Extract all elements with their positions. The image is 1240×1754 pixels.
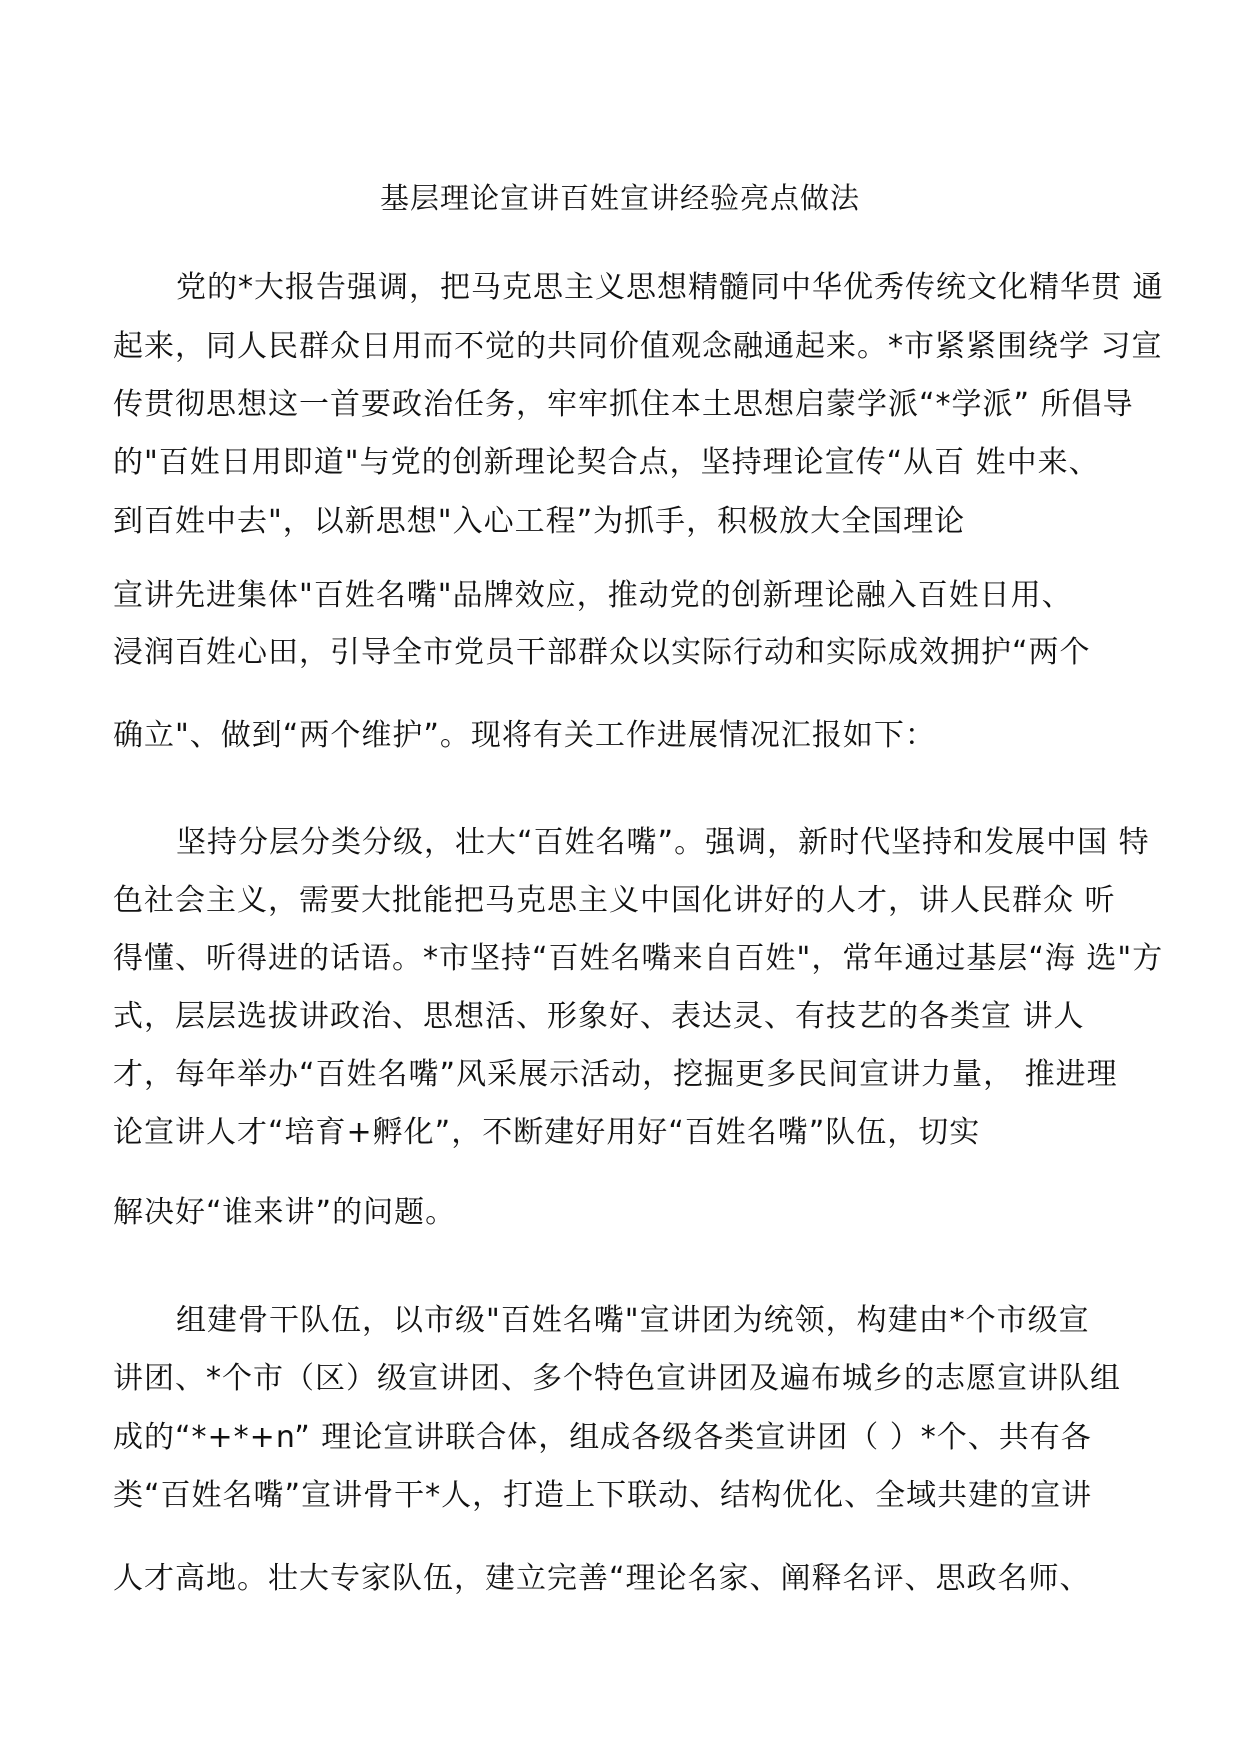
paragraph-1-line-6: 宣讲先进集体"百姓名嘴"品牌效应，推动党的创新理论融入百姓日用、	[113, 578, 1073, 613]
paragraph-2-line-6: 论宣讲人才“培育+孵化”，不断建好用好“百姓名嘴”队伍，切实	[113, 1115, 981, 1150]
paragraph-3-line-4: 类“百姓名嘴”宣讲骨干*人，打造上下联动、结构优化、全域共建的宣讲	[113, 1478, 1093, 1513]
paragraph-2-line-4: 式，层层选拔讲政治、思想活、形象好、表达灵、有技艺的各类宣 讲人	[113, 999, 1085, 1034]
paragraph-3-line-2: 讲团、*个市（区）级宣讲团、多个特色宣讲团及遍布城乡的志愿宣讲队组	[113, 1361, 1121, 1396]
paragraph-1-line-2: 起来，同人民群众日用而不觉的共同价值观念融通起来。*市紧紧围绕学 习宣	[113, 329, 1163, 364]
paragraph-3-line-5: 人才高地。壮大专家队伍，建立完善“理论名家、阐释名评、思政名师、	[113, 1561, 1091, 1596]
paragraph-2-line-5: 才，每年举办“百姓名嘴”风采展示活动，挖掘更多民间宣讲力量， 推进理	[113, 1057, 1118, 1092]
paragraph-1-line-4: 的"百姓日用即道"与党的创新理论契合点，坚持理论宣传“从百 姓中来、	[113, 445, 1100, 480]
document-title: 基层理论宣讲百姓宣讲经验亮点做法	[379, 181, 860, 215]
paragraph-2-line-3: 得懂、听得进的话语。*市坚持“百姓名嘴来自百姓"，常年通过基层“海 选"方	[113, 941, 1164, 976]
paragraph-1-line-5: 到百姓中去"，以新思想"入心工程”为抓手，积极放大全国理论	[113, 504, 966, 539]
paragraph-3-line-3: 成的“*+*+n” 理论宣讲联合体，组成各级各类宣讲团（ ）*个、共有各	[113, 1420, 1092, 1455]
paragraph-1-line-7: 浸润百姓心田，引导全市党员干部群众以实际行动和实际成效拥护“两个	[113, 635, 1091, 670]
paragraph-1-line-3: 传贯彻思想这一首要政治任务，牢牢抓住本土思想启蒙学派“*学派” 所倡导	[113, 387, 1134, 422]
paragraph-2-line-2: 色社会主义，需要大批能把马克思主义中国化讲好的人才，讲人民群众 听	[113, 883, 1116, 918]
paragraph-3-line-1: 组建骨干队伍，以市级"百姓名嘴"宣讲团为统领，构建由*个市级宣	[176, 1303, 1090, 1338]
paragraph-1-line-1: 党的*大报告强调，把马克思主义思想精髓同中华优秀传统文化精华贯 通	[176, 270, 1164, 305]
paragraph-1-line-8: 确立"、做到“两个维护”。现将有关工作进展情况汇报如下：	[113, 718, 936, 753]
paragraph-2-line-1: 坚持分层分类分级，壮大“百姓名嘴”。强调，新时代坚持和发展中国 特	[176, 825, 1150, 860]
paragraph-2-line-7: 解决好“谁来讲”的问题。	[113, 1195, 457, 1230]
